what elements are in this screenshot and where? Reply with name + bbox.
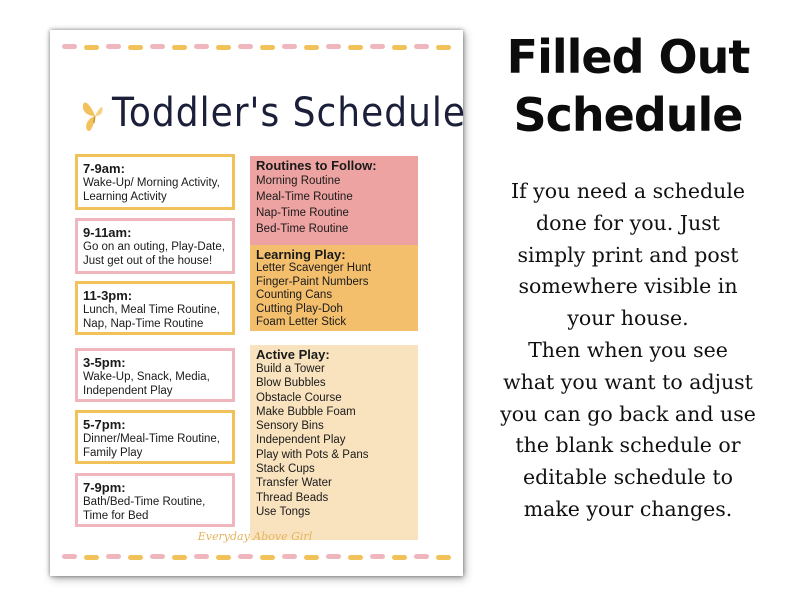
decorative-dash: [172, 45, 187, 50]
description-line: what you want to adjust: [503, 369, 753, 394]
time-slot: [75, 348, 235, 402]
routine-item: Nap-Time Routine: [256, 207, 349, 219]
decorative-dash: [436, 555, 451, 560]
active-item: Thread Beads: [256, 491, 329, 504]
routine-item: Morning Routine: [256, 175, 341, 187]
decorative-dash: [194, 554, 209, 559]
butterfly-icon: [80, 96, 110, 136]
active-item: Sensory Bins: [256, 420, 324, 433]
active-item: Use Tongs: [256, 505, 311, 518]
description-line: the blank schedule or: [515, 433, 741, 458]
time-slot: [75, 473, 235, 527]
active-panel: [250, 345, 418, 540]
decorative-dash: [282, 44, 297, 49]
decorative-dash: [348, 45, 363, 50]
slot-activity: Family Play: [83, 447, 143, 459]
learning-item: Counting Cans: [256, 289, 333, 302]
decorative-dash: [370, 554, 385, 559]
slot-activity: Bath/Bed-Time Routine,: [83, 496, 206, 508]
slot-time: 7-9am:: [83, 161, 125, 176]
decorative-dash: [304, 555, 319, 560]
description: [478, 176, 778, 526]
decorative-dash: [260, 45, 275, 50]
title-row: [80, 90, 467, 150]
decorative-dash: [128, 45, 143, 50]
active-item: Make Bubble Foam: [256, 405, 356, 418]
decorative-dash: [326, 554, 341, 559]
schedule-sheet: [50, 30, 467, 576]
time-slot: [75, 154, 235, 210]
decorative-dash: [414, 554, 429, 559]
heading-line: Schedule: [513, 88, 743, 142]
decorative-dash: [392, 555, 407, 560]
decorative-dash: [84, 555, 99, 560]
slot-activity: Dinner/Meal-Time Routine,: [83, 433, 220, 445]
decorative-dash: [238, 554, 253, 559]
active-item: Blow Bubbles: [256, 377, 326, 390]
active-item: Transfer Water: [256, 477, 332, 490]
description-line: somewhere visible in: [518, 274, 738, 299]
slot-time: 9-11am:: [83, 225, 132, 240]
decorative-dash: [194, 44, 209, 49]
description-line: editable schedule to: [522, 465, 734, 490]
decorative-dash: [282, 554, 297, 559]
decorative-dash: [414, 44, 429, 49]
time-slot: [75, 218, 235, 274]
decorative-dash: [62, 44, 77, 49]
learning-item: Letter Scavenger Hunt: [256, 262, 372, 274]
decorative-dash: [216, 555, 231, 560]
time-slot: [75, 281, 235, 335]
decorative-dash: [436, 45, 451, 50]
slot-time: 5-7pm:: [83, 417, 126, 432]
slot-time: 3-5pm:: [83, 355, 126, 370]
time-slot: [75, 410, 235, 464]
bottom-dash-border: [58, 552, 458, 562]
slot-activity: Just get out of the house!: [83, 255, 213, 267]
active-item: Independent Play: [256, 434, 346, 447]
routines-heading: Routines to Follow:: [256, 158, 377, 173]
decorative-dash: [370, 44, 385, 49]
active-item: Stack Cups: [256, 463, 315, 476]
description-line: simply print and post: [517, 242, 739, 267]
description-line: make your changes.: [523, 496, 733, 521]
active-item: Build a Tower: [256, 363, 325, 375]
heading-line: Filled Out: [506, 30, 750, 84]
decorative-dash: [128, 555, 143, 560]
decorative-dash: [62, 554, 77, 559]
slot-activity: Wake-Up, Snack, Media,: [83, 371, 210, 383]
top-dash-border: [58, 42, 458, 52]
learning-heading: Learning Play:: [256, 247, 346, 262]
decorative-dash: [106, 44, 121, 49]
brand-logo: Everyday Above Girl: [197, 530, 313, 543]
decorative-dash: [260, 555, 275, 560]
decorative-dash: [106, 554, 121, 559]
decorative-dash: [326, 44, 341, 49]
decorative-dash: [84, 45, 99, 50]
active-heading: Active Play:: [256, 347, 330, 362]
decorative-dash: [238, 44, 253, 49]
decorative-dash: [150, 554, 165, 559]
slot-activity: Lunch, Meal Time Routine,: [83, 304, 220, 316]
routine-item: Meal-Time Routine: [256, 191, 353, 203]
decorative-dash: [150, 44, 165, 49]
slot-activity: Independent Play: [83, 385, 173, 397]
description-line: done for you. Just: [536, 210, 720, 235]
active-item: Play with Pots & Pans: [256, 448, 369, 461]
decorative-dash: [304, 45, 319, 50]
sheet-title: Toddler's Schedule: [112, 90, 467, 136]
learning-item: Cutting Play-Doh: [256, 302, 343, 315]
learning-item: Finger-Paint Numbers: [256, 275, 369, 288]
learning-item: Foam Letter Stick: [256, 316, 347, 329]
description-line: your house.: [567, 306, 689, 331]
slot-activity: Wake-Up/ Morning Activity,: [83, 177, 220, 189]
page-heading: [478, 28, 778, 144]
slot-activity: Learning Activity: [83, 191, 167, 203]
active-item: Obstacle Course: [256, 391, 342, 404]
slot-activity: Time for Bed: [83, 510, 149, 522]
decorative-dash: [348, 555, 363, 560]
decorative-dash: [216, 45, 231, 50]
slot-time: 7-9pm:: [83, 480, 126, 495]
decorative-dash: [172, 555, 187, 560]
description-line: If you need a schedule: [510, 179, 746, 203]
description-line: Then when you see: [528, 337, 728, 362]
learning-panel: [250, 245, 418, 331]
description-line: you can go back and use: [500, 401, 756, 426]
slot-activity: Nap, Nap-Time Routine: [83, 318, 204, 330]
slot-time: 11-3pm:: [83, 288, 133, 303]
slot-activity: Go on an outing, Play-Date,: [83, 241, 225, 253]
decorative-dash: [392, 45, 407, 50]
routine-item: Bed-Time Routine: [256, 223, 349, 235]
